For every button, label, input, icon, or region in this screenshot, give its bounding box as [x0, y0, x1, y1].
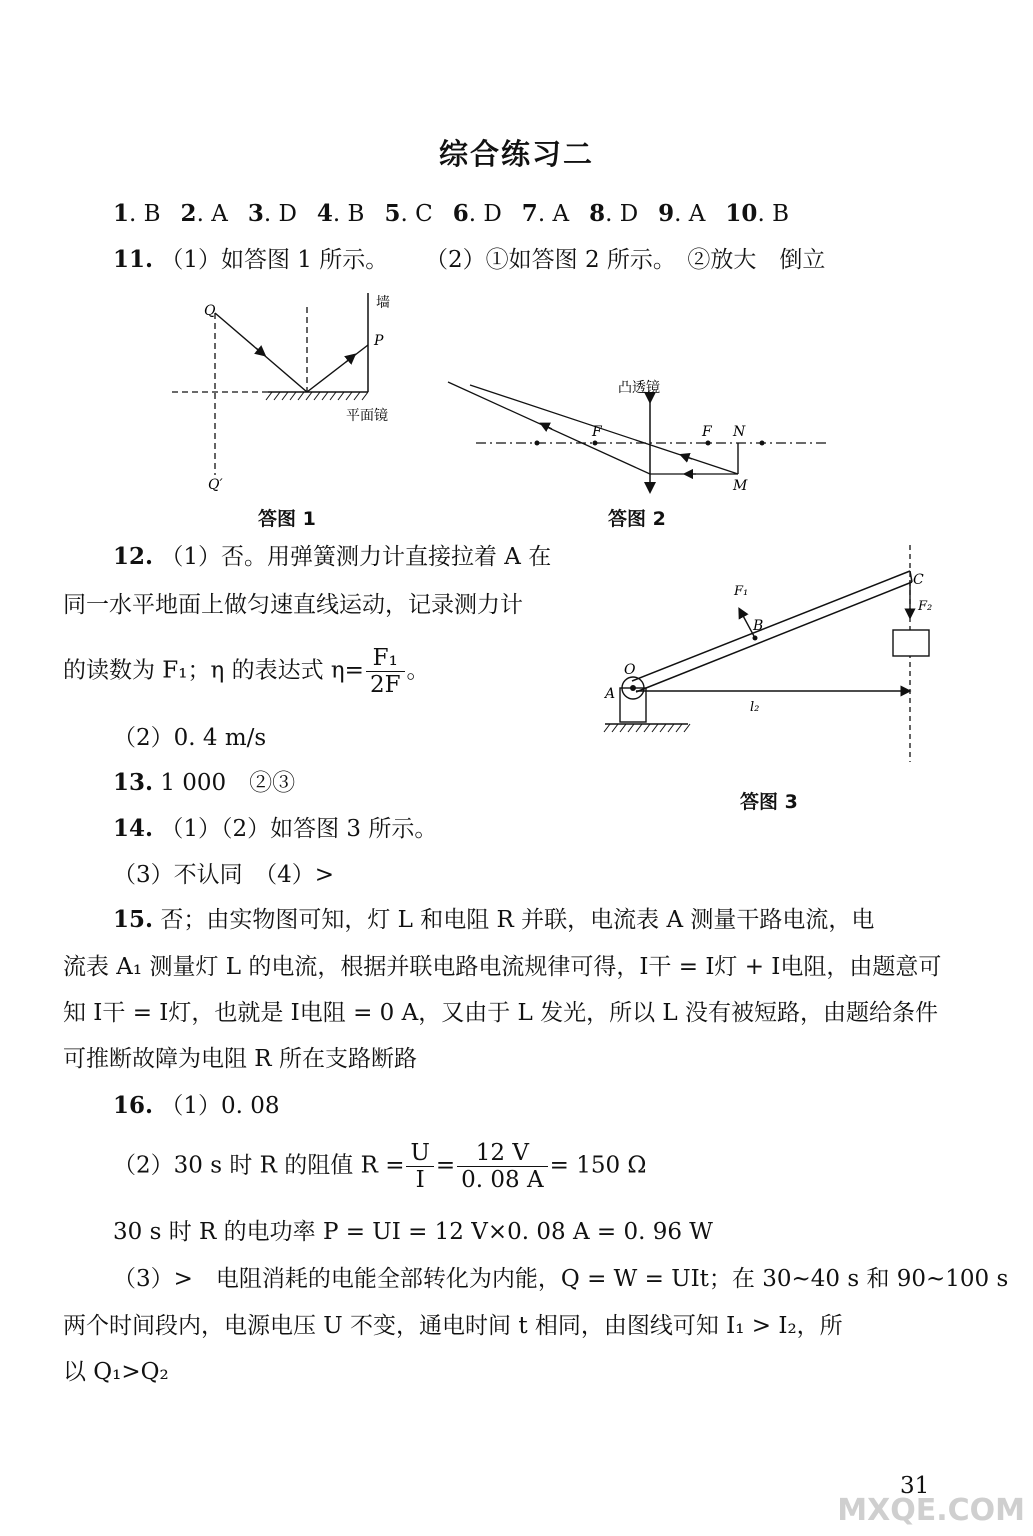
label-M: M: [733, 478, 748, 494]
frac1-numerator: U: [406, 1140, 433, 1167]
mc-question-number: 5: [384, 200, 401, 227]
q16-text2a: （2）30 s 时 R 的阻值 R =: [113, 1152, 405, 1179]
label-F-left: F: [592, 424, 602, 440]
label-F2: F₂: [918, 599, 933, 614]
figure-3: [600, 540, 950, 770]
q16-equals: =: [435, 1152, 456, 1179]
mc-answer-letter: B: [772, 201, 789, 227]
mc-answer-letter: B: [347, 201, 365, 227]
focus-right-dot: [706, 441, 711, 446]
label-lens: 凸透镜: [618, 380, 660, 396]
resistance-fraction-2: [457, 1140, 547, 1193]
label-mirror: 平面镜: [346, 408, 388, 424]
page-number: 31: [900, 1473, 930, 1499]
mc-answer-item: 5. C: [384, 200, 433, 227]
q16-text2b: = 150 Ω: [549, 1152, 647, 1179]
hanging-block: [893, 630, 929, 656]
q14-text1: （1）（2）如答图 3 所示。: [160, 816, 438, 842]
q14-line2: （3）不认同 （4）>: [113, 862, 335, 888]
q11-line: [113, 246, 388, 274]
mc-answer-letter: A: [211, 201, 228, 227]
figure-3-caption: 答图 3: [740, 791, 798, 813]
lever-top: [632, 571, 910, 681]
figure-2: [440, 370, 840, 500]
mc-answer-item: 10. B: [725, 200, 789, 227]
mc-answer-item: 6. D: [452, 200, 502, 227]
ray-refracted-1-arrow: [544, 425, 552, 429]
q12-line3: [63, 645, 430, 698]
point-B: [753, 636, 758, 641]
mc-answers: [113, 200, 809, 228]
label-F-right: F: [702, 424, 712, 440]
mc-answer-item: 2. A: [180, 200, 228, 227]
mc-answer-item: 7. A: [521, 200, 570, 227]
mirror-hatch: [266, 392, 368, 400]
mc-answer-letter: D: [278, 201, 297, 227]
ground-hatch: [604, 724, 690, 732]
q15-text1: 否；由实物图可知，灯 L 和电阻 R 并联，电流表 A 测量干路电流，电: [160, 907, 875, 933]
q11-part1: （1）如答图 1 所示。: [160, 247, 389, 273]
q16-line5: 两个时间段内，电源电压 U 不变，通电时间 t 相同，由图线可知 I₁ > I₂，所: [63, 1313, 843, 1339]
mc-question-number: 4: [316, 200, 333, 227]
q14-line1: [113, 815, 437, 843]
label-O: O: [624, 662, 636, 678]
reflected-ray: [307, 345, 368, 392]
label-B: B: [753, 618, 764, 634]
resistance-fraction-1: [406, 1140, 433, 1193]
q16-number: 16.: [113, 1092, 154, 1119]
q12-text1: （1）否。用弹簧测力计直接拉着 A 在: [160, 544, 552, 570]
mc-answer-letter: D: [483, 201, 502, 227]
q16-line4: （3）> 电阻消耗的电能全部转化为内能，Q = W = UIt；在 30~40 s 和 90~100 s: [113, 1266, 1009, 1292]
mc-answer-item: 9. A: [658, 200, 706, 227]
q13-text: 1 000 ②③: [160, 770, 296, 796]
figure-1-caption: 答图 1: [258, 508, 316, 530]
q15-line3: 知 I干 = I灯，也就是 I电阻 = 0 A，又由于 L 发光，所以 L 没有被短路，由题给条件: [63, 1000, 939, 1026]
q12-part2: （2）0. 4 m/s: [113, 725, 267, 751]
mc-question-number: 10: [725, 200, 758, 227]
q15-number: 15.: [113, 906, 154, 933]
frac1-denominator: I: [415, 1167, 425, 1193]
figure-2-caption: 答图 2: [608, 508, 666, 530]
q14-number: 14.: [113, 815, 154, 842]
q12-line2: 同一水平地面上做匀速直线运动，记录测力计: [63, 592, 523, 618]
reflected-arrow: [346, 357, 352, 362]
efficiency-fraction: [366, 645, 405, 698]
label-wall: 墙: [376, 295, 390, 311]
label-Q: Q: [204, 303, 216, 319]
mc-answer-letter: A: [552, 201, 570, 227]
mc-answer-letter: D: [619, 201, 639, 227]
fraction-numerator: F₁: [366, 645, 405, 672]
q16-text1: （1）0. 08: [160, 1093, 280, 1119]
ray-through-center: [470, 385, 738, 474]
mc-question-number: 3: [247, 200, 264, 227]
incident-arrow: [256, 348, 262, 353]
lever-bottom: [636, 582, 912, 692]
mc-question-number: 8: [589, 200, 606, 227]
label-C: C: [913, 572, 924, 588]
watermark: MXQE.COM: [837, 1493, 1025, 1528]
q11-part2: （2）①如答图 2 所示。 ②放大 倒立: [425, 247, 826, 273]
q12-text3a: 的读数为 F₁；η 的表达式 η=: [63, 657, 364, 684]
mc-answer-item: 4. B: [316, 200, 365, 227]
q12-number: 12.: [113, 543, 154, 570]
label-F1: F₁: [734, 584, 749, 599]
fraction-denominator: 2F: [369, 672, 401, 698]
frac2-numerator: 12 V: [457, 1140, 547, 1167]
label-l2: l₂: [750, 700, 760, 715]
label-N: N: [733, 424, 746, 440]
mc-answer-letter: B: [143, 201, 161, 227]
mc-answer-letter: C: [415, 201, 433, 227]
figure-1: [160, 285, 420, 495]
q13-line: [113, 769, 295, 797]
q16-line6: 以 Q₁>Q₂: [63, 1359, 169, 1385]
page-title: 综合练习二: [438, 137, 594, 171]
mc-answer-item: 8. D: [589, 200, 639, 227]
mc-question-number: 7: [521, 200, 538, 227]
q15-line1: [113, 906, 874, 934]
q13-number: 13.: [113, 769, 154, 796]
q15-line4: 可推断故障为电阻 R 所在支路断路: [63, 1046, 417, 1072]
frac2-denominator: 0. 08 A: [461, 1167, 544, 1193]
mc-answer-item: 3. D: [247, 200, 297, 227]
q16-line3: 30 s 时 R 的电功率 P = UI = 12 V×0. 08 A = 0. 96 W: [113, 1219, 713, 1245]
focus-left-dot: [593, 441, 598, 446]
mc-question-number: 1: [113, 200, 130, 227]
mc-question-number: 9: [658, 200, 675, 227]
label-Qprime: Q′: [208, 477, 223, 493]
q12-line1: [113, 543, 551, 571]
q12-text3b: 。: [406, 657, 430, 684]
q16-line1: [113, 1092, 279, 1120]
2f-right-dot: [760, 441, 765, 446]
mc-question-number: 6: [452, 200, 469, 227]
q15-line2: 流表 A₁ 测量灯 L 的电流，根据并联电路电流规律可得，I干 = I灯 + I电阻，由题意可: [63, 954, 942, 980]
label-A: A: [605, 686, 616, 702]
q11-number: 11.: [113, 246, 154, 273]
label-P: P: [374, 333, 384, 349]
ray-center-arrow: [684, 456, 692, 459]
mc-question-number: 2: [180, 200, 197, 227]
q16-line2: [113, 1140, 646, 1193]
mc-answer-letter: A: [688, 201, 706, 227]
2f-left-dot: [535, 441, 540, 446]
mc-answer-item: 1. B: [113, 200, 161, 227]
